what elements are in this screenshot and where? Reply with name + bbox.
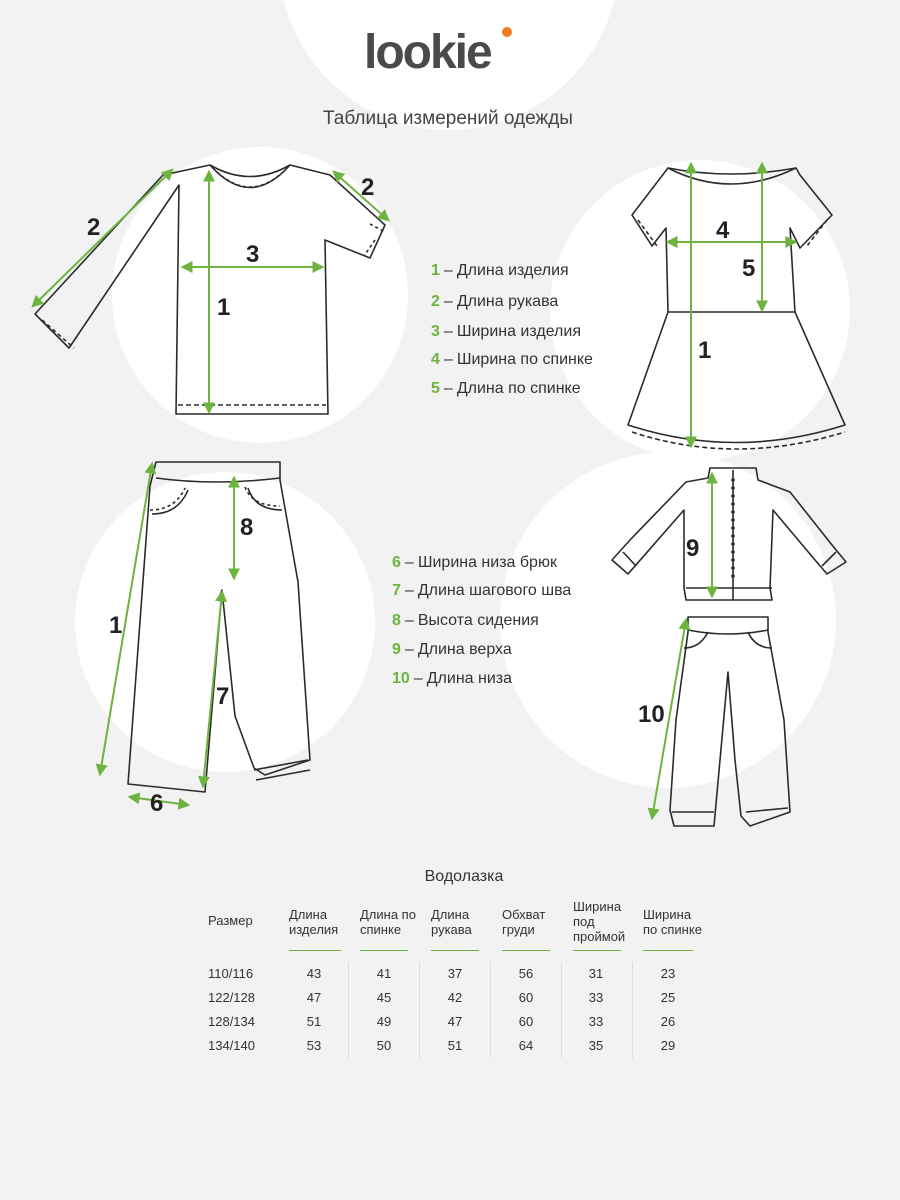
- value-cell: 26: [660, 1014, 676, 1029]
- value-cell: 42: [447, 990, 463, 1005]
- table-header-back-length: [360, 907, 416, 937]
- size-cell: 110/116: [208, 966, 254, 981]
- legend-number: 10: [392, 670, 410, 687]
- column-divider: [419, 962, 420, 1058]
- measure-label: 1: [698, 337, 712, 364]
- measure-label: 2: [87, 214, 101, 241]
- value-cell: 33: [588, 990, 604, 1005]
- legend-dash: –: [404, 582, 414, 599]
- brand-logo: [364, 24, 544, 76]
- legend-dash: –: [404, 554, 414, 571]
- measure-label: 1: [109, 612, 123, 639]
- legend-label: Ширина низа брюк: [417, 554, 557, 571]
- measure-label: 1: [217, 294, 231, 321]
- value-cell: 49: [376, 1014, 392, 1029]
- value-cell: 53: [306, 1038, 322, 1053]
- value-cell: 51: [306, 1014, 322, 1029]
- legend-dash: –: [443, 380, 453, 397]
- legend-dash: –: [443, 351, 453, 368]
- measure-label: 8: [240, 514, 254, 541]
- measure-label: 10: [638, 701, 665, 728]
- size-cell: 128/134: [208, 1014, 255, 1029]
- legend-label: Ширина изделия: [456, 323, 581, 340]
- value-cell: 33: [588, 1014, 604, 1029]
- value-cell: 60: [518, 990, 534, 1005]
- legend-item: [392, 582, 571, 600]
- value-cell: 25: [660, 990, 676, 1005]
- header-line: под: [573, 914, 595, 929]
- legend-number: 6: [392, 554, 401, 571]
- legend-dash: –: [443, 293, 453, 310]
- legend-item: [431, 293, 558, 311]
- measure-label: 6: [150, 790, 164, 817]
- value-cell: 64: [518, 1038, 534, 1053]
- legend-number: 1: [431, 262, 440, 279]
- legend-dash: –: [443, 323, 453, 340]
- measure-label: 3: [246, 241, 260, 268]
- legend-label: Длина рукава: [456, 293, 559, 310]
- legend-label: Длина изделия: [456, 262, 569, 279]
- legend-number: 5: [431, 380, 440, 397]
- value-cell: 43: [306, 966, 322, 981]
- value-cell: 60: [518, 1014, 534, 1029]
- header-line: рукава: [431, 922, 472, 937]
- legend-item: [392, 641, 512, 659]
- legend-dash: –: [443, 262, 453, 279]
- measure-label: 5: [742, 255, 756, 282]
- header-line: проймой: [573, 929, 626, 944]
- column-divider: [632, 962, 633, 1058]
- value-cell: 29: [660, 1038, 676, 1053]
- header-underline: [502, 950, 550, 951]
- legend-number: 8: [392, 612, 401, 629]
- legend-number: 3: [431, 323, 440, 340]
- header-underline: [643, 950, 693, 951]
- legend-item: [431, 262, 569, 280]
- table-header-back-width: [643, 907, 702, 937]
- value-cell: 37: [447, 966, 463, 981]
- header-line: Обхват: [502, 907, 546, 922]
- page-title: Таблица измерений одежды: [323, 108, 573, 129]
- legend-number: 9: [392, 641, 401, 658]
- value-cell: 50: [376, 1038, 392, 1053]
- legend-item: [431, 323, 581, 341]
- legend-item: [431, 351, 593, 369]
- legend-label: Длина по спинке: [456, 380, 581, 397]
- column-divider: [561, 962, 562, 1058]
- legend-label: Длина верха: [417, 641, 512, 658]
- header-line: Длина: [431, 907, 470, 922]
- table-header-chest: [502, 907, 545, 937]
- legend-label: Длина низа: [426, 670, 512, 687]
- value-cell: 47: [306, 990, 322, 1005]
- value-cell: 35: [588, 1038, 604, 1053]
- header-line: спинке: [360, 922, 402, 937]
- measure-label: 2: [361, 174, 375, 201]
- table-header-size: Размер: [208, 913, 253, 928]
- legend-dash: –: [404, 612, 414, 629]
- header-line: Длина: [289, 907, 328, 922]
- value-cell: 31: [588, 966, 604, 981]
- table-title: Водолазка: [424, 868, 504, 885]
- size-cell: 122/128: [208, 990, 255, 1005]
- legend-item: [392, 670, 512, 688]
- header-underline: [573, 950, 621, 951]
- value-cell: 56: [518, 966, 534, 981]
- svg-text:lookie: lookie: [364, 26, 491, 76]
- header-line: Ширина: [573, 899, 622, 914]
- column-divider: [348, 962, 349, 1058]
- header-underline: [431, 950, 479, 951]
- header-underline: [360, 950, 408, 951]
- measure-label: 9: [686, 535, 700, 562]
- legend-item: [392, 554, 557, 572]
- legend-item: [392, 612, 539, 630]
- table-header-armhole: [573, 899, 625, 944]
- header-line: по спинке: [643, 922, 702, 937]
- header-underline: [289, 950, 341, 951]
- legend-item: [431, 380, 581, 398]
- value-cell: 51: [447, 1038, 463, 1053]
- column-divider: [490, 962, 491, 1058]
- legend-number: 2: [431, 293, 440, 310]
- value-cell: 47: [447, 1014, 463, 1029]
- header-line: груди: [502, 922, 535, 937]
- measure-label: 4: [716, 217, 730, 244]
- table-header-length: [289, 907, 338, 937]
- legend-dash: –: [413, 670, 423, 687]
- legend-number: 7: [392, 582, 401, 599]
- legend-label: Длина шагового шва: [417, 582, 572, 599]
- value-cell: 45: [376, 990, 392, 1005]
- size-cell: 134/140: [208, 1038, 255, 1053]
- header-line: Длина по: [360, 907, 416, 922]
- measure-label: 7: [216, 683, 230, 710]
- header-line: Ширина: [643, 907, 692, 922]
- legend-label: Высота сидения: [417, 612, 539, 629]
- value-cell: 23: [660, 966, 676, 981]
- table-header-sleeve: [431, 907, 472, 937]
- value-cell: 41: [376, 966, 392, 981]
- legend-number: 4: [431, 351, 440, 368]
- legend-dash: –: [404, 641, 414, 658]
- legend-label: Ширина по спинке: [456, 351, 593, 368]
- header-line: изделия: [289, 922, 339, 937]
